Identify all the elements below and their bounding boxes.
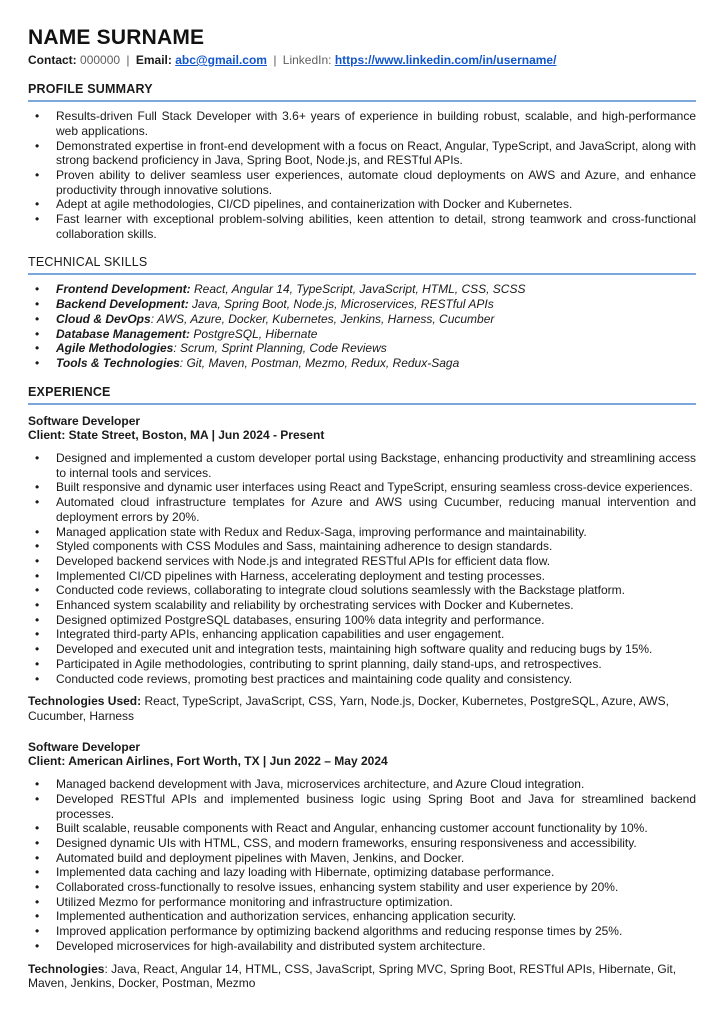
skill-values: React, Angular 14, TypeScript, JavaScript, HTML, CSS, SCSS	[190, 282, 526, 297]
job-bullet: • Implemented authentication and authorization services, enhancing application security.	[28, 909, 696, 924]
contact-label: Contact:	[28, 53, 77, 68]
technical-skills-heading: TECHNICAL SKILLS	[28, 255, 148, 270]
skill-item	[28, 312, 696, 327]
profile-summary-list	[28, 109, 696, 241]
job-title: Software Developer	[28, 413, 141, 428]
job-bullet: • Enhanced system scalability and reliability by orchestrating services with Docker and Kubernetes.	[28, 598, 696, 613]
job-bullet: • Developed RESTful APIs and implemented business logic using Spring Boot and Java for streamlined backend processes.	[28, 792, 696, 821]
job-bullet: • Managed backend development with Java, microservices architecture, and Azure Cloud integration.	[28, 777, 696, 792]
skill-category-label: Cloud & DevOps	[56, 311, 151, 326]
skill-values: : AWS, Azure, Docker, Kubernetes, Jenkins, Harness, Cucumber	[150, 311, 495, 326]
job-bullet: • Utilized Mezmo for performance monitoring and infrastructure optimization.	[28, 895, 696, 910]
skill-values: : Scrum, Sprint Planning, Code Reviews	[173, 341, 387, 356]
job-bullet: • Built responsive and dynamic user interfaces using React and TypeScript, ensuring seamless cross-device experiences.	[28, 480, 696, 495]
section-divider	[28, 403, 696, 405]
job-bullet: • Developed microservices for high-availability and distributed system architecture.	[28, 939, 696, 954]
job-bullet: • Automated cloud infrastructure templates for Azure and AWS using Cucumber, reducing manual intervention and deployment errors by 20%.	[28, 495, 696, 524]
profile-bullet: • Demonstrated expertise in front-end development with a focus on React, Angular, TypeScript, and JavaScript, along with strong backend proficiency in Java, Spring Boot, Node.js, and RESTful APIs.	[28, 139, 696, 168]
job-bullet: • Automated build and deployment pipelines with Maven, Jenkins, and Docker.	[28, 851, 696, 866]
skill-category-label: Agile Methodologies	[56, 341, 174, 356]
skill-values: PostgreSQL, Hibernate	[190, 326, 318, 341]
email-link[interactable]: abc@gmail.com	[175, 53, 267, 68]
job-bullet: • Managed application state with Redux and Redux-Saga, improving performance and maintainability.	[28, 525, 696, 540]
technologies-line	[28, 962, 696, 991]
profile-bullet: • Adept at agile methodologies, CI/CD pipelines, and containerization with Docker and Kubernetes.	[28, 197, 696, 212]
job-bullet-list	[28, 451, 696, 686]
job-bullet: • Designed dynamic UIs with HTML, CSS, and modern frameworks, ensuring responsiveness and accessibility.	[28, 836, 696, 851]
email-label: Email:	[135, 53, 172, 68]
separator: |	[273, 53, 277, 68]
job-bullet: • Conducted code reviews, collaborating to integrate cloud solutions seamlessly with the Backstage platform.	[28, 583, 696, 598]
job-bullet: • Implemented data caching and lazy loading with Hibernate, optimizing database performance.	[28, 865, 696, 880]
job-entry-state-street	[28, 414, 696, 724]
job-bullet: • Improved application performance by optimizing backend algorithms and reducing response times by 25%.	[28, 924, 696, 939]
linkedin-link[interactable]: https://www.linkedin.com/in/username/	[334, 53, 557, 68]
job-bullet: • Implemented CI/CD pipelines with Harness, accelerating deployment and testing processes.	[28, 569, 696, 584]
profile-bullet: • Fast learner with exceptional problem-solving abilities, keen attention to detail, strong teamwork and cross-functional collaboration skills.	[28, 212, 696, 241]
separator: |	[126, 53, 130, 68]
section-divider	[28, 100, 696, 102]
job-client-line: Client: State Street, Boston, MA | Jun 2024 - Present	[28, 428, 325, 443]
job-bullet: • Developed and executed unit and integration tests, maintaining high software quality and reducing bugs by 15%.	[28, 642, 696, 657]
job-bullet: • Styled components with CSS Modules and Sass, maintaining adherence to design standards.	[28, 539, 696, 554]
skill-item	[28, 327, 696, 342]
skill-item	[28, 356, 696, 371]
technologies-label: Technologies	[28, 961, 105, 976]
technologies-values: React, TypeScript, JavaScript, CSS, Yarn, Node.js, Docker, Kubernetes, PostgreSQL, Azure, AWS, Cucumber, Harness	[28, 694, 669, 723]
skill-category-label: Backend Development:	[56, 297, 189, 312]
job-entry-american-airlines	[28, 740, 696, 991]
job-bullet: • Built scalable, reusable components with React and Angular, enhancing customer account functionality by 10%.	[28, 821, 696, 836]
experience-heading: EXPERIENCE	[28, 384, 111, 399]
section-divider	[28, 273, 696, 275]
job-bullet: • Developed backend services with Node.js and integrated RESTful APIs for efficient data flow.	[28, 554, 696, 569]
skill-category-label: Tools & Technologies	[56, 355, 180, 370]
linkedin-label: LinkedIn:	[282, 53, 332, 68]
skill-item	[28, 341, 696, 356]
profile-bullet: • Proven ability to deliver seamless user experiences, automate cloud deployments on AWS and Azure, and enhance productivity through innovative solutions.	[28, 168, 696, 197]
job-bullet: • Conducted code reviews, promoting best practices and maintaining code quality and consistency.	[28, 672, 696, 687]
skill-item	[28, 297, 696, 312]
skill-category-label: Frontend Development:	[56, 282, 191, 297]
candidate-name: NAME SURNAME	[28, 26, 205, 49]
job-client-line: Client: American Airlines, Fort Worth, TX | Jun 2022 – May 2024	[28, 754, 388, 769]
resume-header	[28, 26, 696, 68]
technologies-line	[28, 694, 696, 723]
job-bullet: • Integrated third-party APIs, enhancing application capabilities and user engagement.	[28, 627, 696, 642]
technical-skills-list	[28, 282, 696, 370]
job-title: Software Developer	[28, 739, 141, 754]
technologies-label: Technologies Used:	[28, 694, 142, 709]
job-bullet-list	[28, 777, 696, 953]
section-experience	[28, 385, 696, 991]
profile-summary-heading: PROFILE SUMMARY	[28, 82, 153, 97]
profile-bullet: • Results-driven Full Stack Developer with 3.6+ years of experience in building robust, scalable, and high-performance web applications.	[28, 109, 696, 138]
section-profile-summary	[28, 82, 696, 241]
skill-values: : Git, Maven, Postman, Mezmo, Redux, Redux-Saga	[179, 355, 460, 370]
job-bullet: • Collaborated cross-functionally to resolve issues, enhancing system stability and user experience by 20%.	[28, 880, 696, 895]
job-bullet: • Designed optimized PostgreSQL databases, ensuring 100% data integrity and performance.	[28, 613, 696, 628]
skill-values: Java, Spring Boot, Node.js, Microservices, RESTful APIs	[188, 297, 494, 312]
skill-item	[28, 282, 696, 297]
phone-value: 000000	[80, 53, 121, 68]
job-bullet: • Designed and implemented a custom developer portal using Backstage, enhancing productivity and streamlining access to internal tools and services.	[28, 451, 696, 480]
job-bullet: • Participated in Agile methodologies, contributing to sprint planning, daily stand-ups, and retrospectives.	[28, 657, 696, 672]
contact-line	[28, 53, 696, 68]
section-technical-skills	[28, 255, 696, 370]
technologies-values: : Java, React, Angular 14, HTML, CSS, JavaScript, Spring MVC, Spring Boot, RESTful APIs, Hibernate, Git, Maven, Jenkins, Docker, Postman, Mezmo	[28, 961, 677, 991]
skill-category-label: Database Management:	[56, 326, 191, 341]
